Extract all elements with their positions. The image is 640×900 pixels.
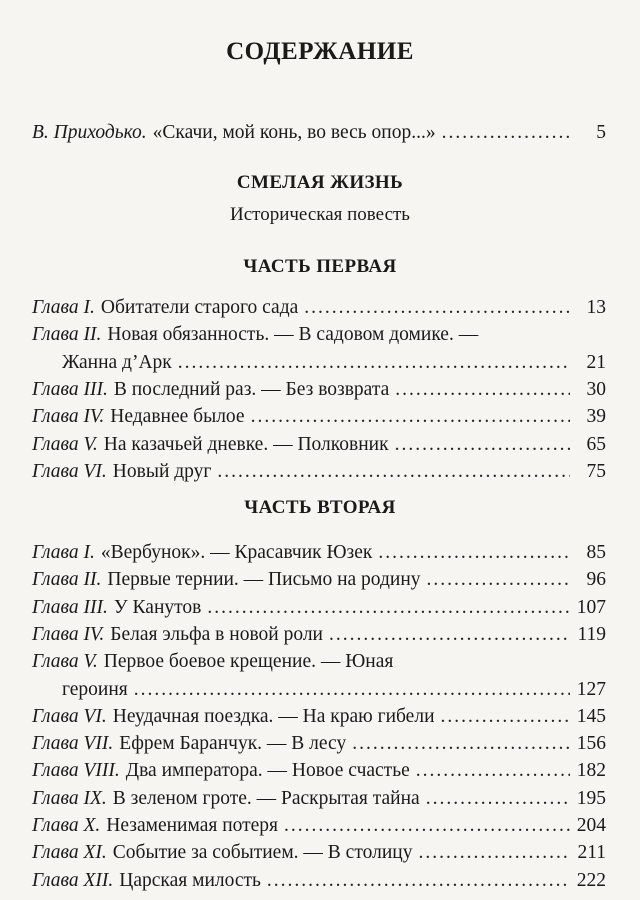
dot-leader: [426, 786, 570, 812]
chapter-label: Глава II.: [32, 569, 102, 591]
page-number: 96: [586, 569, 606, 591]
page-number: 30: [586, 378, 606, 400]
dot-leader: [418, 840, 570, 866]
page-number: 13: [586, 297, 606, 318]
dot-leader: [134, 677, 570, 703]
story-title: СМЕЛАЯ ЖИЗНЬ: [236, 172, 404, 193]
toc-entry: [32, 786, 606, 812]
chapter-title: В последний раз. — Без возврата: [113, 378, 390, 400]
dot-leader: [378, 540, 570, 566]
toc-entry: [32, 813, 606, 839]
chapter-label: Глава III.: [32, 378, 108, 400]
chapter-title: У Канутов: [113, 596, 202, 618]
dot-leader: [352, 731, 570, 757]
dot-leader: [427, 567, 570, 593]
chapter-label: Глава XI.: [32, 842, 107, 864]
dot-leader: [267, 868, 570, 894]
chapter-title: Первое боевое крещение. — Юная: [103, 651, 394, 673]
chapter-label: Глава IV.: [32, 623, 105, 645]
toc-entry: [32, 595, 606, 621]
toc-entry: [32, 295, 606, 321]
toc-entry: [32, 377, 606, 403]
dot-leader: [395, 432, 570, 458]
dot-leader: [207, 595, 570, 621]
toc-entry: [32, 840, 606, 866]
chapter-title: Первые тернии. — Письмо на родину: [107, 569, 421, 591]
chapter-title: «Вербунок». — Красавчик Юзек: [100, 542, 373, 563]
foreword-title: «Скачи, мой конь, во весь опор...»: [152, 122, 436, 143]
page-number: 204: [576, 815, 606, 836]
dot-leader: [441, 704, 570, 730]
page-number: 182: [576, 760, 606, 782]
chapter-label: Глава VII.: [32, 733, 114, 755]
dot-leader: [217, 459, 570, 485]
chapter-title: Неудачная поездка. — На краю гибели: [112, 705, 435, 727]
chapter-title: Событие за событием. — В столицу: [112, 842, 413, 864]
page-number: 156: [576, 733, 606, 755]
toc-entry: [32, 758, 606, 784]
chapter-label: Глава I.: [32, 542, 95, 563]
foreword-author: В. Приходько.: [32, 122, 147, 143]
toc-entry: [32, 432, 606, 458]
chapter-label: Глава IX.: [32, 787, 107, 809]
page-number: 21: [586, 351, 606, 373]
page-number: 107: [576, 596, 606, 618]
chapter-label: Глава III.: [32, 596, 108, 618]
toc-entry: [32, 404, 606, 430]
chapter-label: Глава VI.: [32, 705, 107, 727]
dot-leader: [416, 758, 570, 784]
toc-entry: [32, 540, 606, 566]
page-number: 119: [577, 623, 606, 645]
dot-leader: [395, 377, 570, 403]
chapter-label: Глава V.: [32, 651, 98, 673]
chapter-label: Глава IV.: [32, 406, 105, 428]
toc-entry: [32, 459, 606, 485]
toc-entry-foreword: [32, 120, 606, 146]
chapter-label: Глава V.: [32, 433, 98, 455]
chapter-label: Глава VI.: [32, 460, 107, 482]
page-title: СОДЕРЖАНИЕ: [226, 38, 414, 65]
page-number: 5: [596, 122, 606, 143]
toc-entry-continuation: [62, 677, 606, 703]
toc-entry: [32, 322, 606, 348]
chapter-label: Глава X.: [32, 815, 101, 836]
toc-entry: [32, 868, 606, 894]
page-number: 222: [576, 869, 606, 891]
chapter-title: Новый друг: [112, 460, 212, 482]
chapter-label: Глава I.: [32, 297, 95, 318]
dot-leader: [251, 404, 570, 430]
chapter-title: На казачьей дневке. — Полковник: [103, 433, 389, 455]
chapter-title: Царская милость: [119, 869, 261, 891]
chapter-title: Ефрем Баранчук. — В лесу: [119, 733, 347, 755]
chapter-label: Глава II.: [32, 324, 102, 346]
page-number: 39: [586, 406, 606, 428]
chapter-title: В зеленом гроте. — Раскрытая тайна: [112, 787, 420, 809]
chapter-title: Белая эльфа в новой роли: [110, 623, 323, 645]
toc-entry: [32, 731, 606, 757]
dot-leader: [442, 120, 570, 146]
part-one-heading: ЧАСТЬ ПЕРВАЯ: [243, 256, 397, 277]
toc-entry: [32, 622, 606, 648]
toc-entry-continuation: [62, 350, 606, 376]
toc-entry: [32, 567, 606, 593]
chapter-label: Глава VIII.: [32, 760, 120, 782]
dot-leader: [329, 622, 570, 648]
story-subtitle: Историческая повесть: [230, 204, 410, 225]
chapter-title: Незаменимая потеря: [106, 815, 279, 836]
page-number: 211: [577, 842, 606, 864]
chapter-title-continued: Жанна д’Арк: [62, 351, 172, 373]
page-number: 145: [576, 705, 606, 727]
dot-leader: [284, 813, 570, 839]
dot-leader: [178, 350, 570, 376]
chapter-title: Обитатели старого сада: [100, 297, 299, 318]
chapter-title: Два императора. — Новое счастье: [125, 760, 410, 782]
page-number: 75: [586, 460, 606, 482]
chapter-title: Недавнее былое: [110, 406, 245, 428]
chapter-title: Новая обязанность. — В садовом домике. —: [107, 324, 479, 346]
toc-entry: [32, 704, 606, 730]
toc-entry: [32, 649, 606, 675]
page-number: 127: [576, 678, 606, 700]
page-number: 195: [576, 787, 606, 809]
chapter-label: Глава XII.: [32, 869, 114, 891]
page-number: 65: [586, 433, 606, 455]
chapter-title-continued: героиня: [62, 678, 128, 700]
page-number: 85: [586, 542, 606, 563]
part-two-heading: ЧАСТЬ ВТОРАЯ: [244, 497, 396, 518]
dot-leader: [304, 295, 570, 321]
